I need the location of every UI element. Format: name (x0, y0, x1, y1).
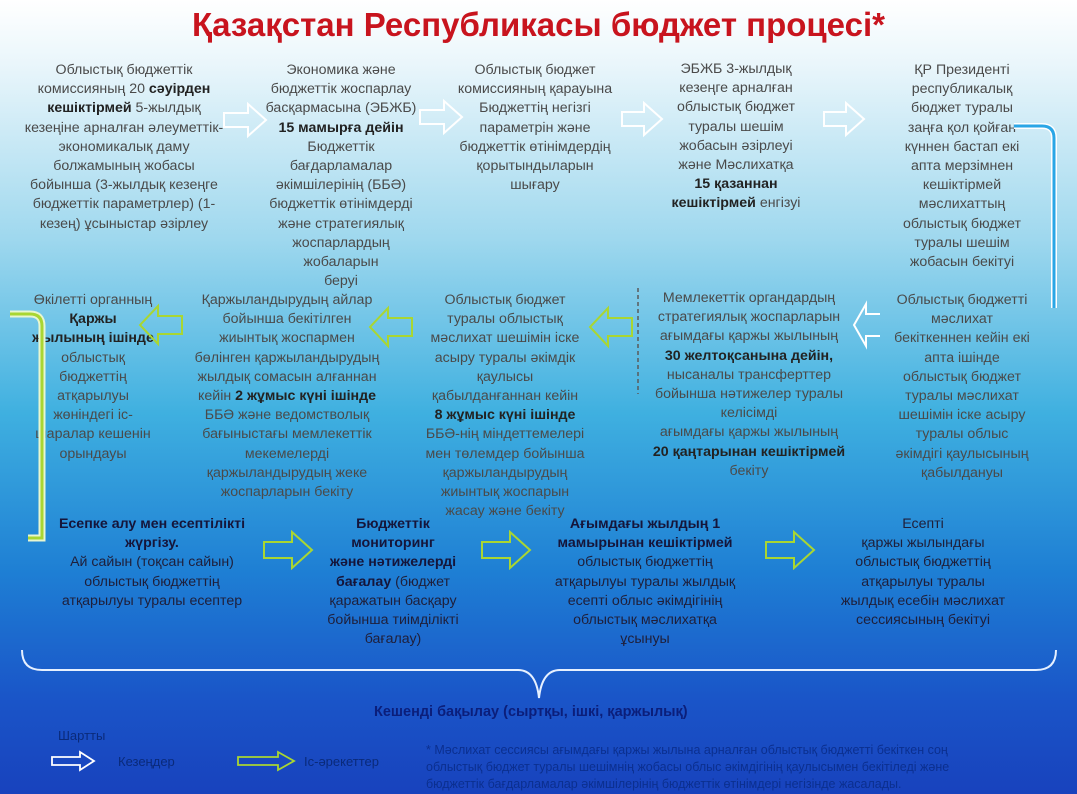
step-text: қаулысы (476, 368, 534, 385)
step-text: күннен бастап екі (904, 138, 1020, 155)
step-text: сессиясының бекітуі (856, 612, 990, 629)
emphasis-text: 2 жұмыс күні ішінде (235, 388, 376, 405)
step-text: бюджет туралы (911, 100, 1013, 117)
step-text: Экономика және (286, 62, 396, 78)
step-text: комиссияның қарауына (457, 81, 613, 98)
step-text: облыстық бюджет (677, 99, 795, 116)
step-text: қабылдануы (921, 464, 1003, 481)
step-text: жоспарлардың (292, 234, 390, 251)
step-text: басқармасына (ЭБЖБ) (265, 100, 417, 117)
step-text: атқарылуы туралы есептер (61, 592, 243, 609)
step-text: асыру туралы әкімдік (434, 349, 576, 366)
step-text: Облыстық бюджетті (896, 292, 1028, 308)
step-text: бөлінген қаржыландырудың (194, 349, 380, 366)
step-text: облыстық (61, 349, 125, 366)
emphasis-text: кешіктірмей (47, 100, 132, 117)
step-text: ББӘ және ведомстволық (204, 407, 370, 424)
step-text: жобасын әзірлеуі (679, 137, 793, 154)
emphasis-text: Есепке алу мен есептілікті (58, 516, 246, 532)
step-text: қаражатын басқару (329, 592, 457, 609)
arrow-right-icon (822, 100, 866, 138)
step-text: Облыстық бюджеттік (55, 62, 193, 78)
emphasis-text: 30 желтоқсанына дейін, (664, 347, 834, 364)
emphasis-text: 15 қазаннан (694, 176, 778, 193)
step-text: жобасын бекітуі (909, 254, 1015, 271)
step-text: Бюджеттік (307, 138, 375, 155)
arrow-right-icon (418, 98, 464, 136)
step-text: жиынтық жоспармен (219, 330, 355, 347)
step-text: жиынтық жоспарын (440, 484, 570, 501)
step-text: туралы облыстық (447, 311, 563, 328)
step-accounting-reporting (42, 515, 262, 611)
step-text: Мемлекеттік органдардың (662, 290, 836, 306)
page-title: Қазақстан Республикасы бюджет процесі* (192, 6, 885, 43)
emphasis-text: Бюджеттік (356, 516, 430, 532)
step-text: атқарылуы (57, 388, 129, 405)
step-text: Өкілетті органның (33, 292, 153, 308)
step-text: Ай сайын (тоқсан сайын) (70, 554, 234, 571)
step-text: ағымдағы қаржы жылының (659, 424, 839, 441)
step-text: заңға қол қойған (907, 119, 1017, 136)
step-text: республикалық (911, 81, 1013, 98)
control-label: Кешенді бақылау (сыртқы, ішкі, қаржылық) (374, 704, 688, 720)
step-text: облыстық бюджет (903, 368, 1021, 385)
step-text: шығару (510, 177, 560, 194)
legend-blue-label: Кезеңдер (118, 754, 175, 769)
step-text: және Мәслихатқа (678, 157, 794, 174)
step-text: есепті облыс әкімдігінің (567, 592, 723, 609)
step-text: беруі (324, 273, 358, 290)
step-text: жөніндегі іс- (53, 407, 133, 424)
step-text: нысаналы трансферттер (666, 366, 832, 383)
step-text: бойынша (3-жылдық кезеңге (30, 177, 218, 194)
step-text: келісімді (720, 405, 778, 422)
step-text: бойынша нәтижелер туралы (654, 386, 844, 403)
step-text: Қаржыландырудың айлар (201, 292, 373, 308)
arrow-left-icon (368, 305, 414, 349)
step-text: бойынша бекітілген (222, 311, 352, 328)
step-text: экономикалық даму (58, 138, 190, 155)
step-text: туралы шешім (688, 118, 784, 135)
arrow-right-icon (480, 530, 532, 570)
step-commission-review (440, 61, 630, 195)
step-text: қаржыландырудың (442, 464, 568, 481)
step-text: орындауы (59, 445, 127, 462)
footnote: * Мәслихат сессиясы ағымдағы қаржы жылына арналған облыстық бюджетті бекіткен соң облыстық бюджет туралы шешімнің жобасы облыс әкімдігінің қаулысымен бекітіледі және бюджеттік бағдарламалар әкімшілерінің бюджеттік өтінімдері негізінде жасалады. (426, 743, 950, 791)
step-text: жоспарларын бекіту (220, 484, 354, 501)
step-text: 5-жылдық (131, 100, 201, 117)
step-text: параметрін және (479, 119, 591, 136)
emphasis-text: 15 мамырға дейін (278, 119, 404, 136)
step-annual-report-submission (540, 515, 750, 649)
emphasis-text: 20 қаңтарынан кешіктірмей (652, 443, 846, 460)
step-consolidated-financing-plan (410, 291, 600, 521)
emphasis-text: мониторинг (351, 535, 435, 552)
step-individual-financing-plans (182, 291, 392, 502)
step-text: бюджеттің (59, 368, 127, 385)
legend-blue-arrow-icon (50, 750, 96, 772)
legend-heading: Шартты (58, 728, 106, 743)
step-text: Бюджеттің негізгі (479, 100, 591, 117)
arrow-right-icon (620, 100, 664, 138)
emphasis-text: жылының ішінде (32, 330, 154, 347)
step-text: мәслихаттың (918, 196, 1006, 213)
step-text: мәслихат шешімін іске (430, 330, 580, 347)
step-text: бюджеттік өтінімдердің (459, 138, 611, 155)
step-text: бюджеттік өтінімдерді (269, 196, 413, 213)
emphasis-text: және нәтижелерді (329, 554, 457, 571)
step-text: жылдық сомасын алғаннан (197, 368, 377, 385)
legend-green-label: Іс-әрекеттер (304, 754, 379, 769)
step-text: туралы шешім (914, 234, 1010, 251)
emphasis-text: Ағымдағы жылдың 1 (569, 516, 721, 532)
step-text: бекіту (729, 462, 769, 479)
step-text: кезең) ұсыныстар әзірлеу (39, 215, 209, 232)
step-text: облыстық бюджеттің (84, 573, 220, 590)
step-text: облыстық бюджеттің (577, 554, 713, 571)
step-text: қаржыландырудың жеке (206, 464, 368, 481)
emphasis-text: Қаржы (69, 311, 117, 328)
step-text: (бюджет (391, 573, 451, 590)
step-text: бағалау) (364, 631, 422, 648)
step-text: әкімдігі қаулысының (895, 445, 1029, 462)
step-text: жасау және бекіту (445, 503, 565, 520)
step-text: мәслихат (931, 311, 993, 328)
step-strategic-plans (636, 289, 862, 481)
emphasis-text: 8 жұмыс күні ішінде (434, 407, 576, 424)
arrow-right-icon (262, 530, 314, 570)
step-text: бойынша тиімділікті (327, 612, 459, 629)
step-text: Облыстық бюджет (474, 62, 596, 78)
step-text: туралы мәслихат (905, 388, 1019, 405)
step-text: қаржы жылындағы (861, 535, 985, 552)
brace-bracket (18, 648, 1060, 704)
step-text: атқарылуы туралы (861, 573, 985, 590)
step-bpa-budget-requests (252, 61, 430, 291)
step-text: туралы облыс (915, 426, 1009, 443)
step-text: атқарылуы туралы жылдық (554, 573, 736, 590)
step-text: облыстық бюджет (903, 215, 1021, 232)
step-text: шаралар кешенін (35, 426, 151, 443)
step-text: кейін (198, 388, 236, 405)
step-draft-decision (655, 60, 817, 214)
step-text: ББӘ-нің міндеттемелері (425, 426, 585, 443)
step-text: стратегиялық жоспарларын (657, 309, 841, 326)
arrow-left-icon (138, 303, 184, 347)
step-text: ұсынуы (620, 631, 670, 648)
step-text: қорытындыларын (476, 158, 594, 175)
step-text: бюджеттік параметрлер) (1- (32, 196, 216, 213)
step-text: бюджеттік жоспарлау (270, 81, 412, 98)
step-text: шешімін іске асыру (898, 407, 1026, 424)
connector-down-arrow-icon (4, 306, 52, 558)
step-text: апта ішінде (924, 349, 1000, 366)
step-text: мен төлемдер бойынша (425, 445, 585, 462)
emphasis-text: сәуірден (148, 81, 211, 98)
step-text: бекіткеннен кейін екі (894, 330, 1030, 347)
separator-line (636, 288, 640, 394)
emphasis-text: кешіктірмей (671, 195, 756, 212)
step-text: кезеңге арналған (679, 80, 793, 97)
step-text: және стратегиялық (278, 215, 404, 232)
step-text: кезеңіне арналған әлеуметтік- (24, 119, 224, 136)
step-text: апта мерзімнен (910, 158, 1014, 175)
emphasis-text: бағалау (335, 573, 392, 590)
step-text: комиссияның 20 (37, 81, 149, 98)
step-text: әкімшілерінің (ББӘ) (275, 177, 407, 194)
step-text: облыстық мәслихатқа (573, 612, 717, 629)
emphasis-text: жүргізу. (125, 535, 179, 552)
step-text: Есепті (902, 516, 944, 532)
step-text: облыстық бюджеттің (855, 554, 991, 571)
step-text: мекемелерді (244, 445, 330, 462)
arrow-right-icon (764, 530, 816, 570)
step-text: қабылданғаннан кейін (431, 388, 579, 405)
step-regional-commission-proposals (8, 61, 240, 234)
step-text: ағымдағы қаржы жылының (659, 328, 839, 345)
arrow-left-icon (852, 300, 882, 350)
step-text: жылдық есебін мәслихат (840, 592, 1006, 609)
step-text: Облыстық бюджет (444, 292, 566, 308)
arrow-left-icon (588, 305, 634, 349)
step-text: бағыныстағы мемлекеттік (202, 426, 372, 443)
legend-green-arrow-icon (236, 750, 296, 772)
step-text: енгізуі (755, 195, 801, 212)
arrow-right-icon (222, 101, 268, 139)
step-text: ЭБЖБ 3-жылдық (680, 61, 792, 77)
emphasis-text: мамырынан кешіктірмей (557, 535, 733, 552)
step-text: кешіктірмей (922, 177, 1002, 194)
step-annual-report-approval (820, 515, 1026, 630)
step-text: болжамының жобасы (53, 158, 195, 175)
step-monitoring-evaluation (312, 515, 474, 649)
connector-down-arrow-icon (1010, 118, 1062, 328)
step-text: ҚР Президенті (914, 62, 1010, 78)
step-text: бағдарламалар (289, 158, 393, 175)
step-text: жобаларын (303, 254, 379, 271)
